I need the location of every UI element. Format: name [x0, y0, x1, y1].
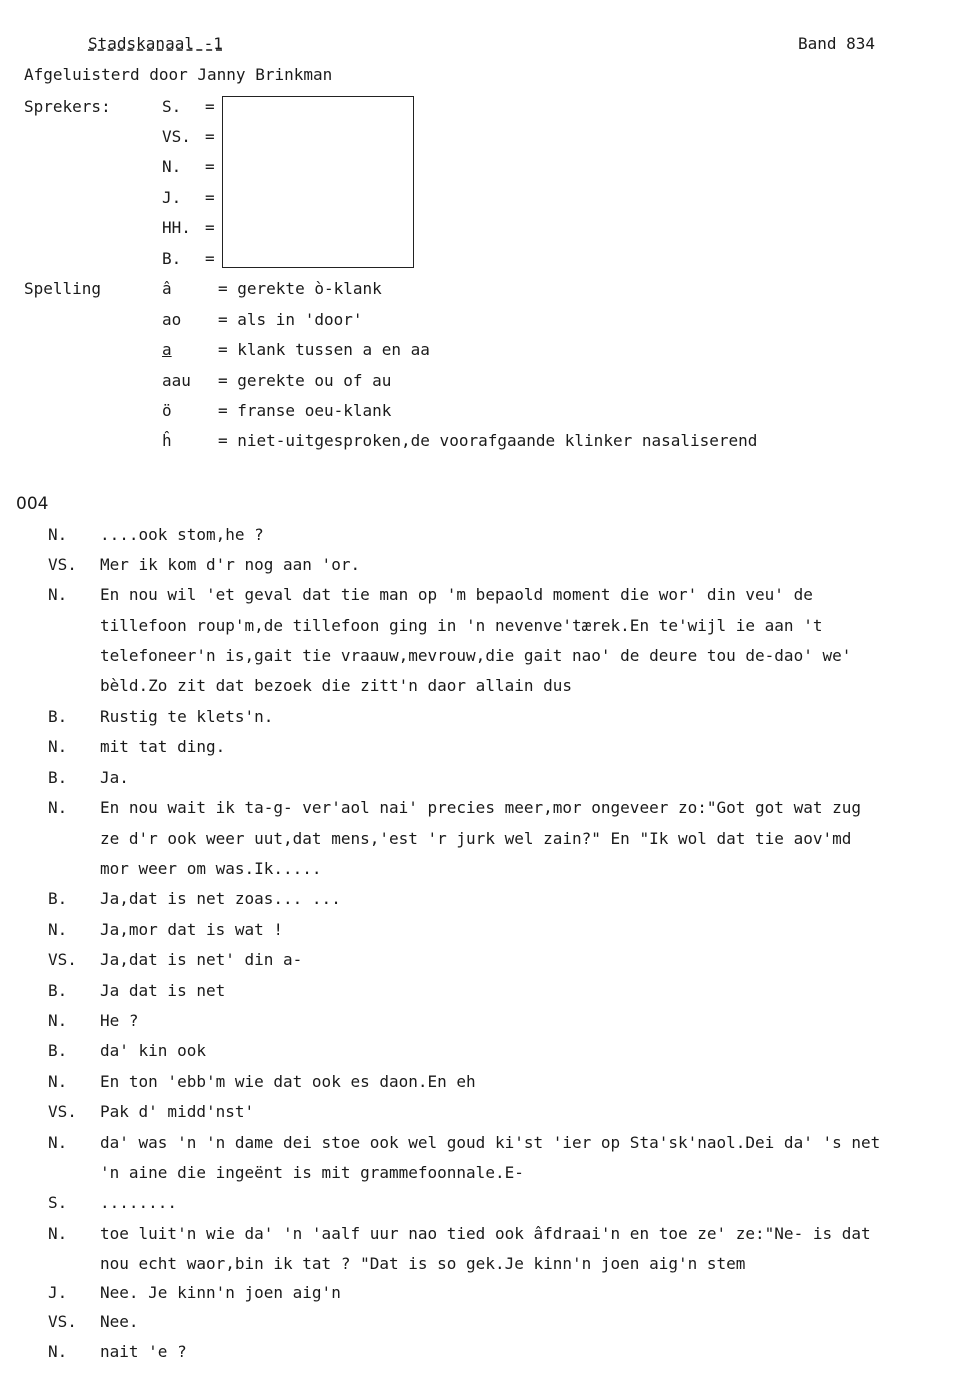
transcript-speaker: B. — [48, 889, 68, 908]
spelling-definition: = gerekte ò-klank — [218, 279, 382, 298]
transcript-text: En nou wait ik ta-g- ver'aol nai' precies meer,mor ongeveer zo:"Got got wat zug — [100, 798, 861, 817]
transcript-text: Ja,mor dat is wat ! — [100, 920, 284, 939]
transcript-speaker: N. — [48, 737, 68, 756]
transcript-speaker: B. — [48, 1041, 68, 1060]
speaker-code: N. — [162, 157, 182, 176]
transcript-speaker: J. — [48, 1283, 68, 1302]
transcript-text: tillefoon roup'm,de tillefoon ging in 'n nevenve'tærek.En te'wijl ie aan 't — [100, 616, 823, 635]
transcript-speaker: N. — [48, 1072, 68, 1091]
transcript-text: Rustig te klets'n. — [100, 707, 274, 726]
spelling-symbol: ĥ — [162, 431, 172, 450]
speaker-code: HH. — [162, 218, 191, 237]
transcript-text: En nou wil 'et geval dat tie man op 'm bepaold moment die wor' din veu' de — [100, 585, 813, 604]
transcript-speaker: N. — [48, 1342, 68, 1361]
transcript-text: nou echt waor,bin ik tat ? "Dat is so gek.Je kinn'n joen aig'n stem — [100, 1254, 746, 1273]
transcript-text: mor weer om was.Ik..... — [100, 859, 322, 878]
spelling-symbol: ao — [162, 310, 182, 329]
transcript-text: ....ook stom,he ? — [100, 525, 264, 544]
transcript-text: mit tat ding. — [100, 737, 226, 756]
transcript-text: ze d'r ook weer uut,dat mens,'est 'r jurk wel zain?" En "Ik wol dat tie aov'md — [100, 829, 852, 848]
spelling-symbol: ö — [162, 401, 172, 420]
transcript-text: He ? — [100, 1011, 139, 1030]
speaker-equals: = — [205, 97, 215, 116]
transcript-speaker: N. — [48, 798, 68, 817]
transcript-speaker: N. — [48, 1224, 68, 1243]
transcript-text: Nee. Je kinn'n joen aig'n — [100, 1283, 341, 1302]
transcript-speaker: B. — [48, 768, 68, 787]
speaker-equals: = — [205, 127, 215, 146]
spelling-definition: = klank tussen a en aa — [218, 340, 430, 359]
speaker-code: B. — [162, 249, 182, 268]
transcript-text: bèld.Zo zit dat bezoek die zitt'n daor allain dus — [100, 676, 573, 695]
transcript-speaker: VS. — [48, 1312, 77, 1331]
transcript-speaker: VS. — [48, 1102, 77, 1121]
speaker-code: VS. — [162, 127, 191, 146]
speaker-code: J. — [162, 188, 182, 207]
listened-by-line: Afgeluisterd door Janny Brinkman — [24, 65, 333, 84]
transcript-speaker: N. — [48, 1011, 68, 1030]
section-number: 004 — [16, 494, 49, 514]
transcript-text: da' kin ook — [100, 1041, 206, 1060]
speaker-equals: = — [205, 249, 215, 268]
transcript-text: toe luit'n wie da' 'n 'aalf uur nao tied ook âfdraai'n en toe ze' ze:"Ne- is dat — [100, 1224, 871, 1243]
band-number: Band 834 — [798, 34, 876, 53]
spelling-definition: = gerekte ou of au — [218, 371, 392, 390]
transcript-text: Nee. — [100, 1312, 139, 1331]
document-title: Stadskanaal -1 — [88, 34, 223, 53]
spelling-symbol: aau — [162, 371, 191, 390]
spelling-label: Spelling — [24, 279, 102, 298]
transcript-text: Ja. — [100, 768, 129, 787]
transcript-speaker: B. — [48, 981, 68, 1000]
transcript-speaker: VS. — [48, 555, 77, 574]
speaker-equals: = — [205, 188, 215, 207]
speaker-names-box — [222, 96, 414, 268]
transcript-text: nait 'e ? — [100, 1342, 187, 1361]
transcript-speaker: S. — [48, 1193, 68, 1212]
transcript-speaker: N. — [48, 920, 68, 939]
transcript-text: ........ — [100, 1193, 178, 1212]
spelling-symbol: a — [162, 340, 172, 359]
transcript-text: Mer ik kom d'r nog aan 'or. — [100, 555, 361, 574]
transcript-text: da' was 'n 'n dame dei stoe ook wel goud ki'st 'ier op Sta'sk'naol.Dei da' 's net — [100, 1133, 881, 1152]
transcript-text: Pak d' midd'nst' — [100, 1102, 255, 1121]
transcript-text: 'n aine die ingeënt is mit grammefoonnale.E- — [100, 1163, 524, 1182]
transcript-text: En ton 'ebb'm wie dat ook es daon.En eh — [100, 1072, 476, 1091]
speaker-equals: = — [205, 218, 215, 237]
speaker-equals: = — [205, 157, 215, 176]
speakers-label: Sprekers: — [24, 97, 111, 116]
transcript-text: Ja dat is net — [100, 981, 226, 1000]
transcript-text: Ja,dat is net' din a- — [100, 950, 303, 969]
transcript-text: Ja,dat is net zoas... ... — [100, 889, 341, 908]
speaker-code: S. — [162, 97, 182, 116]
spelling-definition: = niet-uitgesproken,de voorafgaande klinker nasaliserend — [218, 431, 758, 450]
transcript-speaker: N. — [48, 525, 68, 544]
spelling-symbol: â — [162, 279, 172, 298]
transcript-speaker: N. — [48, 585, 68, 604]
transcript-text: telefoneer'n is,gait tie vraauw,mevrouw,die gait nao' de deure tou de-dao' we' — [100, 646, 852, 665]
spelling-definition: = franse oeu-klank — [218, 401, 392, 420]
transcript-speaker: VS. — [48, 950, 77, 969]
spelling-definition: = als in 'door' — [218, 310, 363, 329]
transcript-speaker: N. — [48, 1133, 68, 1152]
transcript-speaker: B. — [48, 707, 68, 726]
